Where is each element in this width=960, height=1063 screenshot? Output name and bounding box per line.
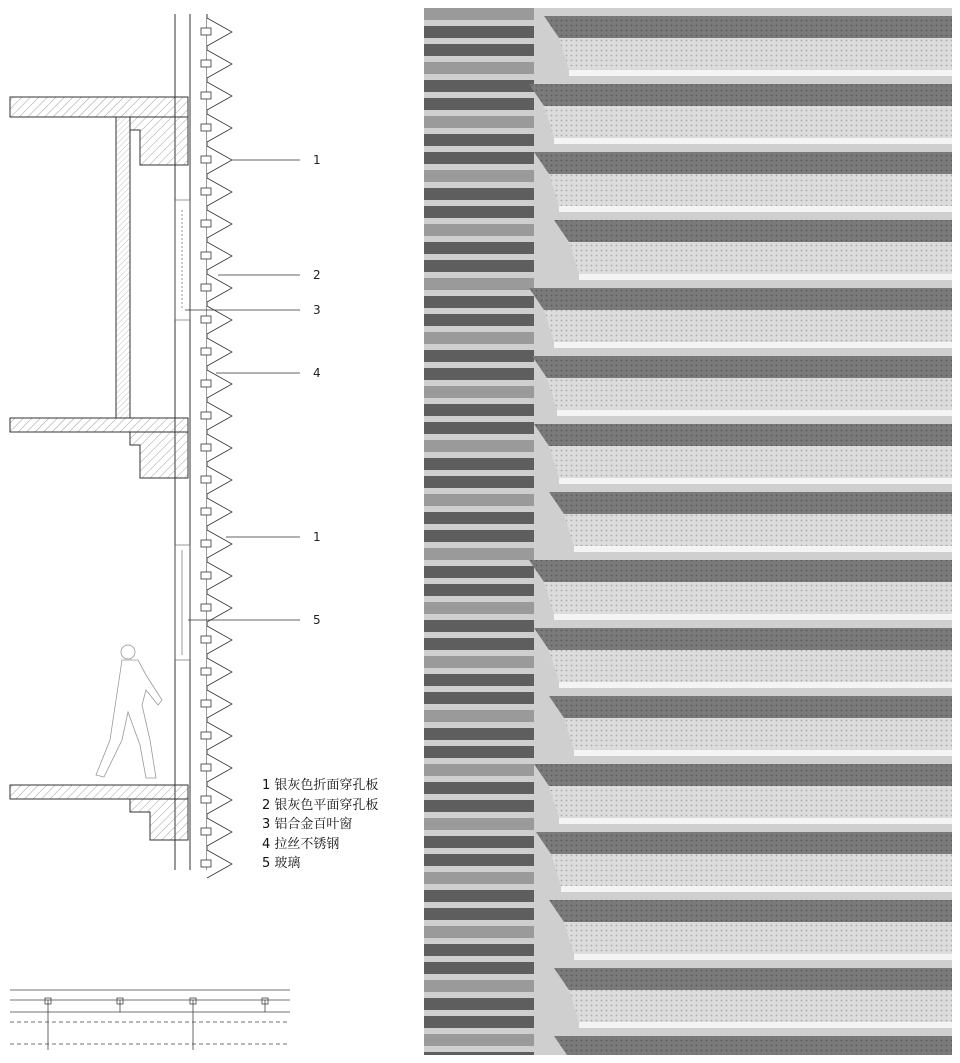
- background-facade-band: [424, 512, 534, 524]
- background-facade-band: [424, 278, 534, 290]
- steel-trim: [574, 954, 952, 960]
- folded-panel-upper-face: [534, 152, 952, 174]
- folded-panel-upper-face: [534, 764, 952, 786]
- background-facade-band: [424, 1034, 534, 1046]
- panel-bracket: [201, 764, 211, 771]
- background-facade-band: [424, 260, 534, 272]
- folded-panel-lower-face: [564, 514, 952, 546]
- folded-panel-upper-face: [544, 16, 952, 38]
- background-facade-band: [424, 602, 534, 614]
- background-facade-band: [424, 152, 534, 164]
- folded-panel-lower-face: [549, 446, 952, 478]
- floor-slab-middle: [10, 418, 188, 478]
- folded-panel-lower-face: [544, 582, 952, 614]
- callout-1-upper: 1: [313, 153, 321, 167]
- folded-panel-upper-face: [549, 900, 952, 922]
- folded-panel-lower-face: [549, 650, 952, 682]
- background-facade-band: [424, 314, 534, 326]
- panel-bracket: [201, 540, 211, 547]
- steel-trim: [574, 546, 952, 552]
- background-facade-band: [424, 368, 534, 380]
- background-facade-band: [424, 980, 534, 992]
- background-facade-band: [424, 962, 534, 974]
- background-facade-band: [424, 80, 534, 92]
- steel-trim: [559, 682, 952, 688]
- background-facade-band: [424, 44, 534, 56]
- background-facade-band: [424, 800, 534, 812]
- background-facade-band: [424, 674, 534, 686]
- folded-panel-lower-face: [559, 38, 952, 70]
- steel-trim: [559, 818, 952, 824]
- panel-bracket: [201, 572, 211, 579]
- legend-item-5: 5 玻璃: [262, 856, 301, 871]
- panel-bracket: [201, 732, 211, 739]
- background-facade-band: [424, 8, 534, 20]
- background-facade-band: [424, 188, 534, 200]
- background-facade-band: [424, 26, 534, 38]
- background-facade-band: [424, 998, 534, 1010]
- glass-window: [175, 545, 190, 660]
- callout-5: 5: [313, 613, 321, 627]
- legend-item-2: 2 银灰色平面穿孔板: [262, 797, 379, 813]
- steel-trim: [579, 1022, 952, 1028]
- steel-trim: [559, 478, 952, 484]
- background-facade-band: [424, 746, 534, 758]
- floor-slab-bottom: [10, 785, 188, 840]
- background-facade-band: [424, 1016, 534, 1028]
- legend: [262, 776, 378, 874]
- steel-trim: [557, 410, 952, 416]
- background-facade-band: [424, 890, 534, 902]
- background-facade-band: [424, 116, 534, 128]
- panel-bracket: [201, 60, 211, 67]
- folded-panel-lower-face: [544, 310, 952, 342]
- plan-strip: [10, 990, 290, 1050]
- background-facade-band: [424, 728, 534, 740]
- background-facade-band: [424, 692, 534, 704]
- background-facade-band: [424, 494, 534, 506]
- panel-bracket: [201, 860, 211, 867]
- panel-bracket: [201, 700, 211, 707]
- panel-bracket: [201, 668, 211, 675]
- background-facade-band: [424, 242, 534, 254]
- folded-panel-upper-face: [536, 832, 952, 854]
- background-facade-band: [424, 170, 534, 182]
- folded-panel-upper-face: [529, 560, 952, 582]
- legend-item-4: 4 拉丝不锈钢: [262, 836, 340, 852]
- background-facade-band: [424, 476, 534, 488]
- background-facade-band: [424, 1052, 534, 1055]
- panel-bracket: [201, 444, 211, 451]
- background-facade-band: [424, 530, 534, 542]
- background-facade-band: [424, 566, 534, 578]
- callout-3: 3: [313, 303, 321, 317]
- callout-1-lower: 1: [313, 530, 321, 544]
- panel-bracket: [201, 604, 211, 611]
- steel-trim: [561, 886, 952, 892]
- folded-panel-lower-face: [569, 242, 952, 274]
- facade-photo: [424, 8, 952, 1055]
- background-facade-band: [424, 764, 534, 776]
- background-facade-band: [424, 440, 534, 452]
- folded-panel-upper-face: [532, 356, 952, 378]
- folded-panel-upper-face: [549, 492, 952, 514]
- background-facade-band: [424, 782, 534, 794]
- folded-panel-upper-face: [554, 968, 952, 990]
- legend-item-3: 3 铝合金百叶窗: [262, 817, 353, 832]
- panel-bracket: [201, 92, 211, 99]
- folded-perforated-panels: [201, 18, 232, 878]
- steel-trim: [574, 750, 952, 756]
- callout-2: 2: [313, 268, 321, 282]
- background-facade-band: [424, 458, 534, 470]
- background-facade-band: [424, 854, 534, 866]
- background-facade-band: [424, 224, 534, 236]
- panel-bracket: [201, 252, 211, 259]
- folded-panel-lower-face: [547, 378, 952, 410]
- background-facade-band: [424, 944, 534, 956]
- background-facade-band: [424, 296, 534, 308]
- background-facade-band: [424, 404, 534, 416]
- background-facade-band: [424, 62, 534, 74]
- folded-panel-lower-face: [549, 174, 952, 206]
- panel-bracket: [201, 828, 211, 835]
- floor-slab-top: [10, 97, 188, 165]
- steel-trim: [569, 70, 952, 76]
- panel-bracket: [201, 476, 211, 483]
- background-facade-band: [424, 710, 534, 722]
- folded-panel-lower-face: [551, 854, 952, 886]
- background-facade-band: [424, 134, 534, 146]
- folded-panel-upper-face: [534, 424, 952, 446]
- louver-window: [175, 200, 190, 320]
- background-facade-band: [424, 836, 534, 848]
- folded-panel-upper-face: [529, 288, 952, 310]
- folded-panel-lower-face: [564, 922, 952, 954]
- folded-panel-lower-face: [549, 786, 952, 818]
- steel-trim: [554, 614, 952, 620]
- steel-trim: [554, 138, 952, 144]
- background-facade-band: [424, 926, 534, 938]
- background-facade-band: [424, 350, 534, 362]
- panel-bracket: [201, 636, 211, 643]
- folded-panel-lower-face: [544, 106, 952, 138]
- folded-panel-upper-face: [529, 84, 952, 106]
- background-facade-band: [424, 422, 534, 434]
- interior-partition: [116, 117, 130, 418]
- background-facade-band: [424, 872, 534, 884]
- background-facade-band: [424, 98, 534, 110]
- folded-panel-upper-face: [534, 628, 952, 650]
- panel-bracket: [201, 508, 211, 515]
- steel-trim: [579, 274, 952, 280]
- facade-section-drawing: [0, 0, 420, 1063]
- background-facade-band: [424, 584, 534, 596]
- background-facade-band: [424, 620, 534, 632]
- background-facade-band: [424, 206, 534, 218]
- background-facade-band: [424, 386, 534, 398]
- panel-bracket: [201, 220, 211, 227]
- background-facade-band: [424, 332, 534, 344]
- panel-bracket: [201, 124, 211, 131]
- panel-bracket: [201, 316, 211, 323]
- steel-trim: [554, 342, 952, 348]
- panel-bracket: [201, 284, 211, 291]
- panel-bracket: [201, 412, 211, 419]
- panel-bracket: [201, 796, 211, 803]
- background-facade-band: [424, 656, 534, 668]
- background-facade-band: [424, 638, 534, 650]
- panel-bracket: [201, 28, 211, 35]
- legend-item-1: 1 银灰色折面穿孔板: [262, 778, 379, 793]
- folded-panel-lower-face: [564, 718, 952, 750]
- panel-bracket: [201, 348, 211, 355]
- callout-leaders: [185, 160, 300, 620]
- folded-panel-lower-face: [569, 990, 952, 1022]
- folded-panel-upper-face: [549, 696, 952, 718]
- panel-bracket: [201, 380, 211, 387]
- folded-panel-upper-face: [554, 1036, 952, 1055]
- person-figure: [96, 645, 162, 778]
- background-facade-band: [424, 548, 534, 560]
- panel-bracket: [201, 188, 211, 195]
- background-facade-band: [424, 818, 534, 830]
- panel-bracket: [201, 156, 211, 163]
- folded-panel-upper-face: [554, 220, 952, 242]
- background-facade-band: [424, 908, 534, 920]
- callout-4: 4: [313, 366, 321, 380]
- steel-trim: [559, 206, 952, 212]
